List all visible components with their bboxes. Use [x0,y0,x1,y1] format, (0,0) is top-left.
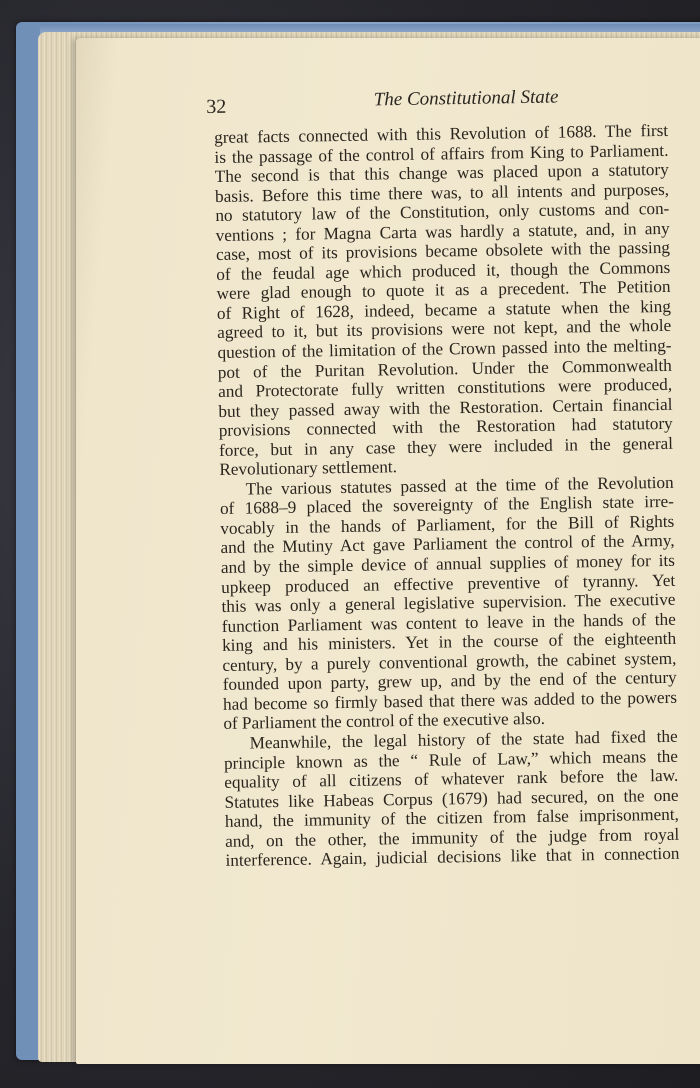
text-line: of Right of 1628, indeed, became a statute when the king [216,296,672,323]
text-line: and the Mutiny Act gave Parliament the control of the Army, [220,531,675,558]
text-line: king and his ministers. Yet in the course of the eighteenth [221,629,677,656]
text-line: were glad enough to quote it as a precedent. The Petition [216,277,671,304]
text-line: The various statutes passed at the time of the Revolution [245,472,674,499]
text-line: upkeep produced an effective preventive of tyranny. Yet [221,570,676,597]
running-title: The Constitutional State [373,86,559,111]
text-line: had become so firmly based that there was added to the powers [222,687,678,714]
text-line: great facts connected with this Revolution of 1688. The first [214,120,669,147]
text-line: but they passed away with the Restoration. Certain financial [218,394,673,421]
text-line: case, most of its provisions became obsolete with the passing [215,238,671,265]
text-line: is the passage of the control of affairs from King to Parliament. [214,140,669,167]
text-line: principle known as the “ Rule of Law,” which means the [223,746,679,773]
text-line: pot of the Puritan Revolution. Under the Commonwealth [217,355,672,382]
text-line: Meanwhile, the legal history of the state had fixed the [249,726,678,753]
body-text [214,121,680,871]
text-line: vocably in the hands of Parliament, for the Bill of Rights [220,511,675,538]
text-line: of 1688–9 placed the sovereignty of the English state irre- [219,492,675,519]
text-line: provisions connected with the Restoration had statutory [218,414,673,441]
text-line: and, on the other, the immunity of the judge from royal [225,824,680,851]
text-line: force, but in any case they were included in the general [218,433,674,460]
text-line: of Parliament the control of the executive also. [223,709,546,734]
text-line: no statutory law of the Constitution, only customs and con- [215,199,670,226]
text-line: equality of all citizens of whatever rank before the law. [224,765,679,792]
text-line: and Protectorate fully written constitutions were produced, [217,374,673,402]
text-line: this was only a general legislative supervision. The executive [221,589,676,617]
text-line: and by the simple device of annual supplies of money for its [220,550,675,577]
text-line: ventions ; for Magna Carta was hardly a statute, and, in any [215,218,670,245]
page-number: 32 [206,95,227,118]
text-line: agreed to it, but its provisions were not kept, and the whole [217,316,672,343]
text-line: basis. Before this time there was, to all intents and purposes, [214,179,670,206]
text-line: founded upon party, grew up, and by the end of the century [222,668,677,695]
text-line: century, by a purely conventional growth, the cabinet system, [222,648,677,675]
text-line: hand, the immunity of the citizen from false imprisonment, [224,804,679,832]
text-line: Statutes like Habeas Corpus (1679) had secured, on the one [224,785,679,812]
text-line: Revolutionary settlement. [219,457,398,480]
text-line: of the feudal age which produced it, though the Commons [216,257,671,284]
text-line: function Parliament was content to leave in the hands of the [221,609,676,636]
text-line: The second is that this change was placed upon a statutory [214,159,669,187]
text-line: question of the limitation of the Crown passed into the melting- [217,335,672,362]
text-line: interference. Again, judicial decisions like that in connection [225,844,680,871]
